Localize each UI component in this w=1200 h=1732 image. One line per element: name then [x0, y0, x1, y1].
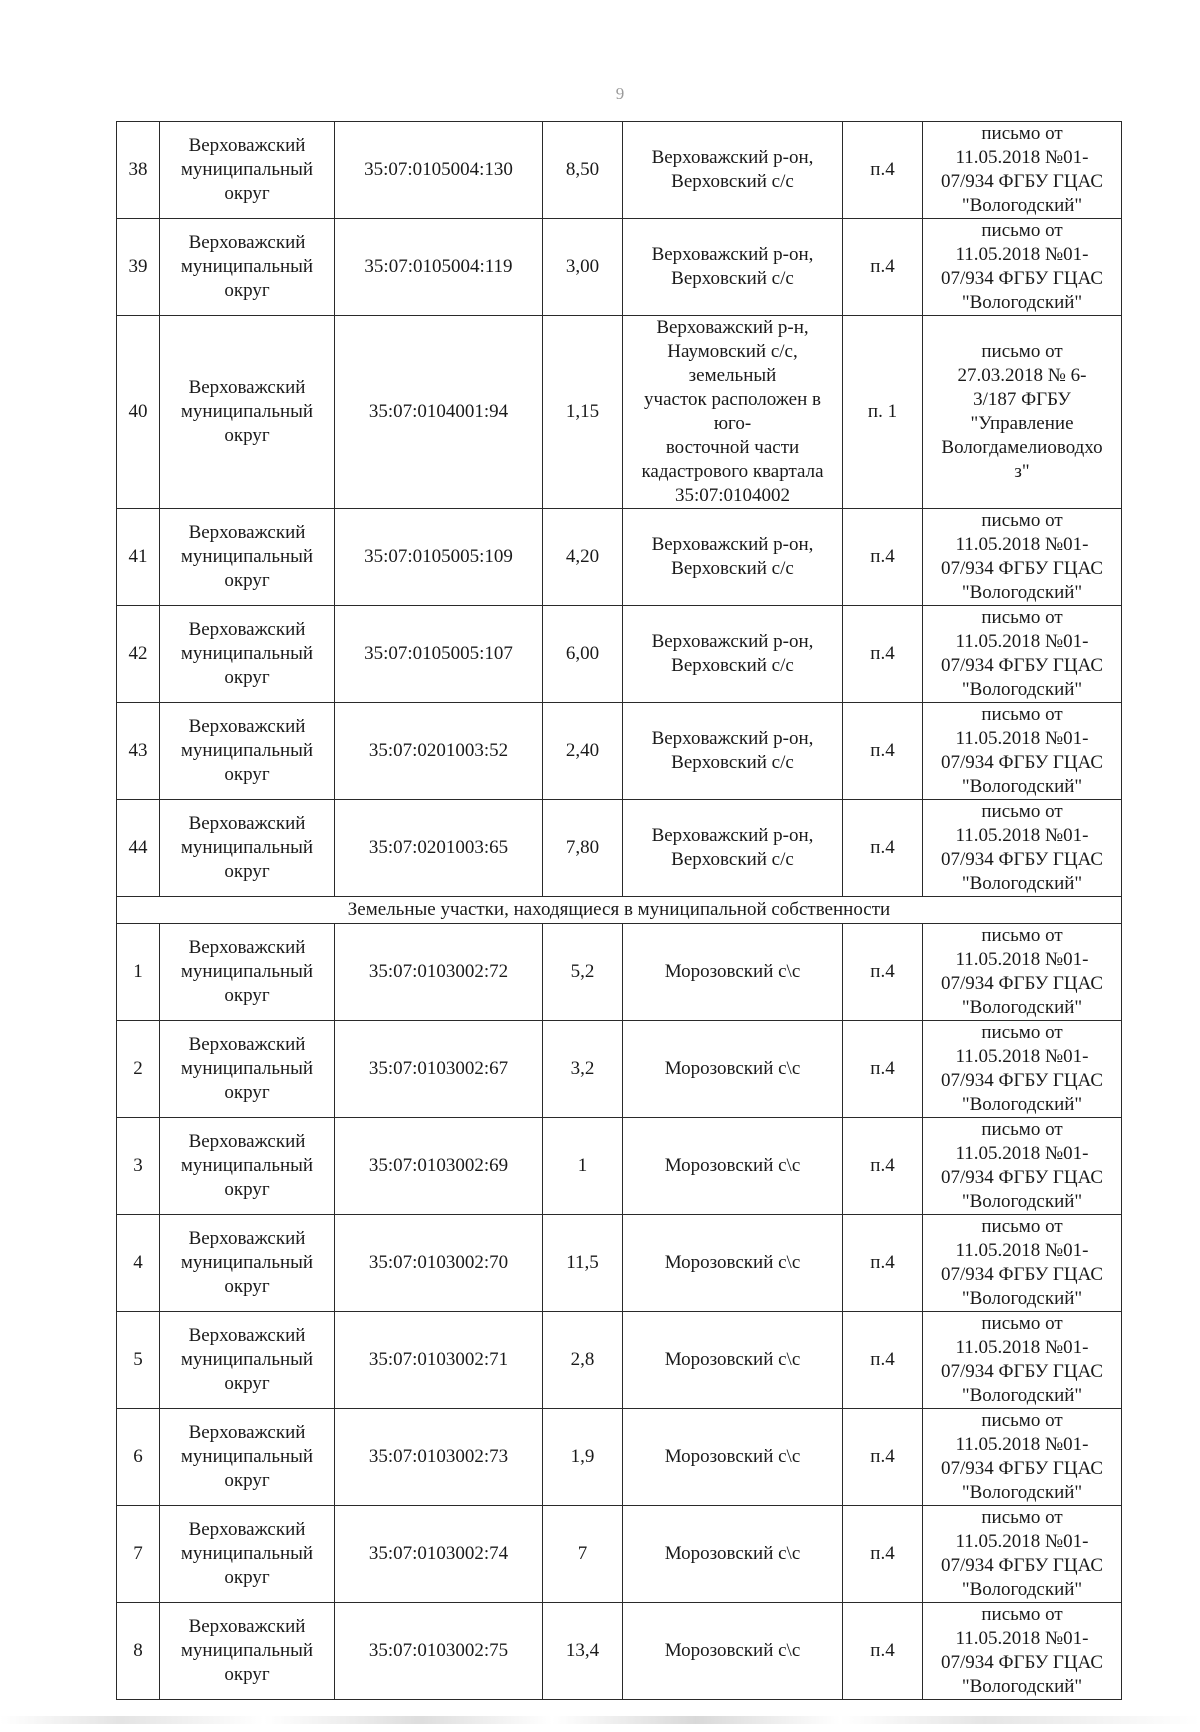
- reference-line: письмо от: [981, 704, 1063, 725]
- cadastral-number-cell: 35:07:0201003:52: [335, 703, 543, 800]
- reference-cell: [923, 1409, 1122, 1506]
- table-row: [117, 1118, 1122, 1215]
- reference-line: Вологдамелиоводхо: [941, 437, 1103, 458]
- location-line: участок расположен в юго-: [644, 389, 821, 434]
- area-cell: 13,4: [543, 1603, 623, 1700]
- owner-line: Верховажский: [188, 522, 306, 543]
- reference-line: з": [1014, 461, 1030, 482]
- reference-line: 07/934 ФГБУ ГЦАС: [940, 1361, 1104, 1382]
- location-cell: [623, 703, 843, 800]
- reference-line: 3/187 ФГБУ: [973, 389, 1071, 410]
- owner-line: Верховажский: [188, 135, 306, 156]
- location-cell: [623, 924, 843, 1021]
- location-cell: [623, 316, 843, 509]
- reference-line: "Вологодский": [961, 1676, 1083, 1697]
- area-cell: 1,15: [543, 316, 623, 509]
- reference-line: 11.05.2018 №01-: [955, 728, 1089, 749]
- reference-cell: [923, 606, 1122, 703]
- location-cell: [623, 1506, 843, 1603]
- owner-line: муниципальный: [180, 1543, 314, 1564]
- clause-cell: п.4: [843, 1312, 923, 1409]
- owner-line: муниципальный: [180, 1640, 314, 1661]
- reference-line: письмо от: [981, 607, 1063, 628]
- owner-cell: [160, 1409, 335, 1506]
- row-number-cell: 7: [117, 1506, 160, 1603]
- owner-cell: [160, 606, 335, 703]
- owner-line: округ: [224, 1567, 270, 1588]
- area-cell: 6,00: [543, 606, 623, 703]
- owner-line: Верховажский: [188, 1325, 306, 1346]
- row-number-cell: 39: [117, 219, 160, 316]
- owner-line: муниципальный: [180, 1446, 314, 1467]
- reference-line: 07/934 ФГБУ ГЦАС: [940, 752, 1104, 773]
- reference-cell: [923, 122, 1122, 219]
- reference-line: 11.05.2018 №01-: [955, 631, 1089, 652]
- owner-line: муниципальный: [180, 1058, 314, 1079]
- reference-cell: [923, 219, 1122, 316]
- owner-line: Верховажский: [188, 1616, 306, 1637]
- owner-cell: [160, 800, 335, 897]
- reference-line: письмо от: [981, 1410, 1063, 1431]
- reference-cell: [923, 703, 1122, 800]
- reference-line: 11.05.2018 №01-: [955, 534, 1089, 555]
- reference-line: "Вологодский": [961, 997, 1083, 1018]
- reference-line: 11.05.2018 №01-: [955, 1046, 1089, 1067]
- reference-line: "Вологодский": [961, 1385, 1083, 1406]
- table-row: [117, 122, 1122, 219]
- reference-line: письмо от: [981, 123, 1063, 144]
- reference-line: 07/934 ФГБУ ГЦАС: [940, 1167, 1104, 1188]
- row-number-cell: 41: [117, 509, 160, 606]
- reference-line: 07/934 ФГБУ ГЦАС: [940, 1070, 1104, 1091]
- location-line: Верховажский р-он,: [651, 631, 814, 652]
- cadastral-number-cell: 35:07:0104001:94: [335, 316, 543, 509]
- area-cell: 1: [543, 1118, 623, 1215]
- table-row: [117, 316, 1122, 509]
- location-cell: [623, 1603, 843, 1700]
- cadastral-number-cell: 35:07:0103002:72: [335, 924, 543, 1021]
- location-cell: [623, 509, 843, 606]
- reference-line: "Вологодский": [961, 873, 1083, 894]
- location-line: Верховский с/с: [671, 171, 794, 192]
- location-cell: [623, 219, 843, 316]
- reference-line: 07/934 ФГБУ ГЦАС: [940, 1458, 1104, 1479]
- reference-cell: [923, 1603, 1122, 1700]
- owner-line: Верховажский: [188, 813, 306, 834]
- location-line: Морозовский с\с: [664, 1543, 801, 1564]
- reference-line: "Вологодский": [961, 1288, 1083, 1309]
- clause-cell: п.4: [843, 509, 923, 606]
- location-line: Морозовский с\с: [664, 1446, 801, 1467]
- row-number-cell: 44: [117, 800, 160, 897]
- reference-line: письмо от: [981, 1507, 1063, 1528]
- owner-line: Верховажский: [188, 1422, 306, 1443]
- reference-line: 11.05.2018 №01-: [955, 1143, 1089, 1164]
- location-line: Верховажский р-он,: [651, 147, 814, 168]
- owner-cell: [160, 924, 335, 1021]
- table-row: [117, 1312, 1122, 1409]
- location-line: Верховажский р-он,: [651, 825, 814, 846]
- table-row: [117, 1506, 1122, 1603]
- owner-line: муниципальный: [180, 546, 314, 567]
- row-number-cell: 8: [117, 1603, 160, 1700]
- owner-cell: [160, 509, 335, 606]
- owner-line: округ: [224, 667, 270, 688]
- clause-cell: п.4: [843, 1215, 923, 1312]
- owner-cell: [160, 1506, 335, 1603]
- cadastral-number-cell: 35:07:0103002:70: [335, 1215, 543, 1312]
- clause-cell: п.4: [843, 1506, 923, 1603]
- owner-line: муниципальный: [180, 159, 314, 180]
- owner-line: Верховажский: [188, 1131, 306, 1152]
- reference-cell: [923, 924, 1122, 1021]
- area-cell: 2,40: [543, 703, 623, 800]
- reference-line: письмо от: [981, 925, 1063, 946]
- owner-line: округ: [224, 425, 270, 446]
- clause-cell: п.4: [843, 800, 923, 897]
- row-number-cell: 40: [117, 316, 160, 509]
- reference-line: "Вологодский": [961, 582, 1083, 603]
- reference-line: 07/934 ФГБУ ГЦАС: [940, 655, 1104, 676]
- cadastral-number-cell: 35:07:0105005:107: [335, 606, 543, 703]
- cadastral-number-cell: 35:07:0103002:71: [335, 1312, 543, 1409]
- row-number-cell: 42: [117, 606, 160, 703]
- clause-cell: п.4: [843, 703, 923, 800]
- owner-line: Верховажский: [188, 1228, 306, 1249]
- clause-cell: п.4: [843, 1409, 923, 1506]
- cadastral-number-cell: 35:07:0103002:69: [335, 1118, 543, 1215]
- reference-line: письмо от: [981, 510, 1063, 531]
- location-cell: [623, 1118, 843, 1215]
- location-line: Морозовский с\с: [664, 961, 801, 982]
- reference-line: "Вологодский": [961, 776, 1083, 797]
- reference-cell: [923, 1506, 1122, 1603]
- cadastral-number-cell: 35:07:0105004:119: [335, 219, 543, 316]
- owner-line: Верховажский: [188, 937, 306, 958]
- location-cell: [623, 800, 843, 897]
- table-body-after-section: [117, 924, 1122, 1700]
- table-row: [117, 509, 1122, 606]
- row-number-cell: 2: [117, 1021, 160, 1118]
- reference-cell: [923, 1118, 1122, 1215]
- owner-line: муниципальный: [180, 401, 314, 422]
- row-number-cell: 43: [117, 703, 160, 800]
- area-cell: 3,2: [543, 1021, 623, 1118]
- reference-line: письмо от: [981, 1119, 1063, 1140]
- row-number-cell: 5: [117, 1312, 160, 1409]
- land-plots-table: [116, 121, 1122, 1700]
- row-number-cell: 38: [117, 122, 160, 219]
- reference-line: 11.05.2018 №01-: [955, 1434, 1089, 1455]
- location-line: кадастрового квартала: [641, 461, 824, 482]
- clause-cell: п.4: [843, 606, 923, 703]
- owner-line: муниципальный: [180, 740, 314, 761]
- owner-cell: [160, 703, 335, 800]
- owner-cell: [160, 316, 335, 509]
- owner-line: муниципальный: [180, 643, 314, 664]
- reference-line: 11.05.2018 №01-: [955, 1531, 1089, 1552]
- table-row: [117, 219, 1122, 316]
- cadastral-number-cell: 35:07:0105005:109: [335, 509, 543, 606]
- cadastral-number-cell: 35:07:0103002:74: [335, 1506, 543, 1603]
- row-number-cell: 1: [117, 924, 160, 1021]
- table-row: [117, 1215, 1122, 1312]
- reference-line: 07/934 ФГБУ ГЦАС: [940, 558, 1104, 579]
- owner-line: округ: [224, 985, 270, 1006]
- owner-line: округ: [224, 1082, 270, 1103]
- owner-line: Верховажский: [188, 232, 306, 253]
- owner-cell: [160, 219, 335, 316]
- owner-line: округ: [224, 861, 270, 882]
- table-row: [117, 1409, 1122, 1506]
- reference-line: письмо от: [981, 220, 1063, 241]
- location-line: Верховский с/с: [671, 655, 794, 676]
- reference-line: письмо от: [981, 801, 1063, 822]
- location-cell: [623, 1409, 843, 1506]
- area-cell: 3,00: [543, 219, 623, 316]
- location-line: Морозовский с\с: [664, 1155, 801, 1176]
- clause-cell: п. 1: [843, 316, 923, 509]
- reference-cell: [923, 1312, 1122, 1409]
- clause-cell: п.4: [843, 219, 923, 316]
- reference-line: 11.05.2018 №01-: [955, 1628, 1089, 1649]
- area-cell: 11,5: [543, 1215, 623, 1312]
- reference-line: письмо от: [981, 341, 1063, 362]
- owner-line: муниципальный: [180, 1349, 314, 1370]
- reference-line: "Вологодский": [961, 1094, 1083, 1115]
- owner-cell: [160, 1118, 335, 1215]
- location-cell: [623, 1215, 843, 1312]
- location-line: Морозовский с\с: [664, 1640, 801, 1661]
- table-row: [117, 924, 1122, 1021]
- location-line: Верховажский р-он,: [651, 728, 814, 749]
- clause-cell: п.4: [843, 1021, 923, 1118]
- owner-line: округ: [224, 280, 270, 301]
- reference-line: письмо от: [981, 1604, 1063, 1625]
- location-line: Верховский с/с: [671, 268, 794, 289]
- reference-cell: [923, 1215, 1122, 1312]
- location-line: Верховажский р-н,: [656, 317, 809, 338]
- location-line: Верховский с/с: [671, 558, 794, 579]
- area-cell: 8,50: [543, 122, 623, 219]
- reference-line: "Вологодский": [961, 292, 1083, 313]
- page-number: 9: [615, 84, 625, 103]
- owner-line: муниципальный: [180, 961, 314, 982]
- owner-line: округ: [224, 1664, 270, 1685]
- clause-cell: п.4: [843, 1603, 923, 1700]
- owner-cell: [160, 1215, 335, 1312]
- reference-cell: [923, 800, 1122, 897]
- table-row: [117, 800, 1122, 897]
- reference-line: 11.05.2018 №01-: [955, 1337, 1089, 1358]
- location-cell: [623, 122, 843, 219]
- reference-line: письмо от: [981, 1216, 1063, 1237]
- row-number-cell: 4: [117, 1215, 160, 1312]
- owner-cell: [160, 1021, 335, 1118]
- reference-line: 07/934 ФГБУ ГЦАС: [940, 171, 1104, 192]
- reference-line: письмо от: [981, 1313, 1063, 1334]
- area-cell: 7: [543, 1506, 623, 1603]
- table-row: [117, 1603, 1122, 1700]
- reference-line: 07/934 ФГБУ ГЦАС: [940, 849, 1104, 870]
- location-cell: [623, 1021, 843, 1118]
- reference-line: "Вологодский": [961, 679, 1083, 700]
- owner-cell: [160, 1312, 335, 1409]
- owner-line: округ: [224, 764, 270, 785]
- owner-line: муниципальный: [180, 1155, 314, 1176]
- reference-line: 11.05.2018 №01-: [955, 825, 1089, 846]
- reference-line: 07/934 ФГБУ ГЦАС: [940, 1264, 1104, 1285]
- location-line: восточной части: [665, 437, 800, 458]
- location-line: Верховажский р-он,: [651, 534, 814, 555]
- owner-line: муниципальный: [180, 1252, 314, 1273]
- row-number-cell: 6: [117, 1409, 160, 1506]
- table-row: [117, 606, 1122, 703]
- location-line: Верховский с/с: [671, 849, 794, 870]
- reference-line: 11.05.2018 №01-: [955, 949, 1089, 970]
- reference-cell: [923, 316, 1122, 509]
- owner-line: округ: [224, 1179, 270, 1200]
- location-line: Наумовский с/с, земельный: [667, 341, 798, 386]
- table-row: [117, 1021, 1122, 1118]
- area-cell: 5,2: [543, 924, 623, 1021]
- section-heading-row: [117, 897, 1122, 924]
- reference-line: "Вологодский": [961, 195, 1083, 216]
- reference-line: 07/934 ФГБУ ГЦАС: [940, 268, 1104, 289]
- reference-line: 11.05.2018 №01-: [955, 1240, 1089, 1261]
- location-line: Морозовский с\с: [664, 1252, 801, 1273]
- reference-line: "Управление: [970, 413, 1074, 434]
- location-line: 35:07:0104002: [674, 485, 791, 506]
- location-cell: [623, 606, 843, 703]
- owner-line: округ: [224, 570, 270, 591]
- owner-line: Верховажский: [188, 716, 306, 737]
- area-cell: 7,80: [543, 800, 623, 897]
- table-body-before-section: [117, 122, 1122, 897]
- reference-cell: [923, 1021, 1122, 1118]
- owner-line: Верховажский: [188, 377, 306, 398]
- reference-line: письмо от: [981, 1022, 1063, 1043]
- reference-line: 07/934 ФГБУ ГЦАС: [940, 1652, 1104, 1673]
- reference-line: 11.05.2018 №01-: [955, 147, 1089, 168]
- owner-line: округ: [224, 1276, 270, 1297]
- area-cell: 2,8: [543, 1312, 623, 1409]
- cadastral-number-cell: 35:07:0103002:75: [335, 1603, 543, 1700]
- owner-line: Верховажский: [188, 1519, 306, 1540]
- row-number-cell: 3: [117, 1118, 160, 1215]
- cadastral-number-cell: 35:07:0103002:67: [335, 1021, 543, 1118]
- owner-line: муниципальный: [180, 837, 314, 858]
- owner-line: округ: [224, 1470, 270, 1491]
- owner-cell: [160, 122, 335, 219]
- reference-cell: [923, 509, 1122, 606]
- location-cell: [623, 1312, 843, 1409]
- scan-edge-artifact: [0, 1716, 1200, 1724]
- location-line: Верховский с/с: [671, 752, 794, 773]
- location-line: Морозовский с\с: [664, 1349, 801, 1370]
- cadastral-number-cell: 35:07:0103002:73: [335, 1409, 543, 1506]
- area-cell: 4,20: [543, 509, 623, 606]
- reference-line: "Вологодский": [961, 1191, 1083, 1212]
- clause-cell: п.4: [843, 122, 923, 219]
- owner-cell: [160, 1603, 335, 1700]
- clause-cell: п.4: [843, 924, 923, 1021]
- table-row: [117, 703, 1122, 800]
- owner-line: округ: [224, 1373, 270, 1394]
- owner-line: округ: [224, 183, 270, 204]
- cadastral-number-cell: 35:07:0105004:130: [335, 122, 543, 219]
- reference-line: 07/934 ФГБУ ГЦАС: [940, 973, 1104, 994]
- cadastral-number-cell: 35:07:0201003:65: [335, 800, 543, 897]
- reference-line: 27.03.2018 № 6-: [957, 365, 1087, 386]
- owner-line: Верховажский: [188, 1034, 306, 1055]
- owner-line: Верховажский: [188, 619, 306, 640]
- section-heading: Земельные участки, находящиеся в муниципальной собственности: [117, 897, 1122, 924]
- area-cell: 1,9: [543, 1409, 623, 1506]
- reference-line: 11.05.2018 №01-: [955, 244, 1089, 265]
- table-section: [117, 897, 1122, 924]
- owner-line: муниципальный: [180, 256, 314, 277]
- reference-line: "Вологодский": [961, 1579, 1083, 1600]
- clause-cell: п.4: [843, 1118, 923, 1215]
- reference-line: 07/934 ФГБУ ГЦАС: [940, 1555, 1104, 1576]
- location-line: Верховажский р-он,: [651, 244, 814, 265]
- reference-line: "Вологодский": [961, 1482, 1083, 1503]
- location-line: Морозовский с\с: [664, 1058, 801, 1079]
